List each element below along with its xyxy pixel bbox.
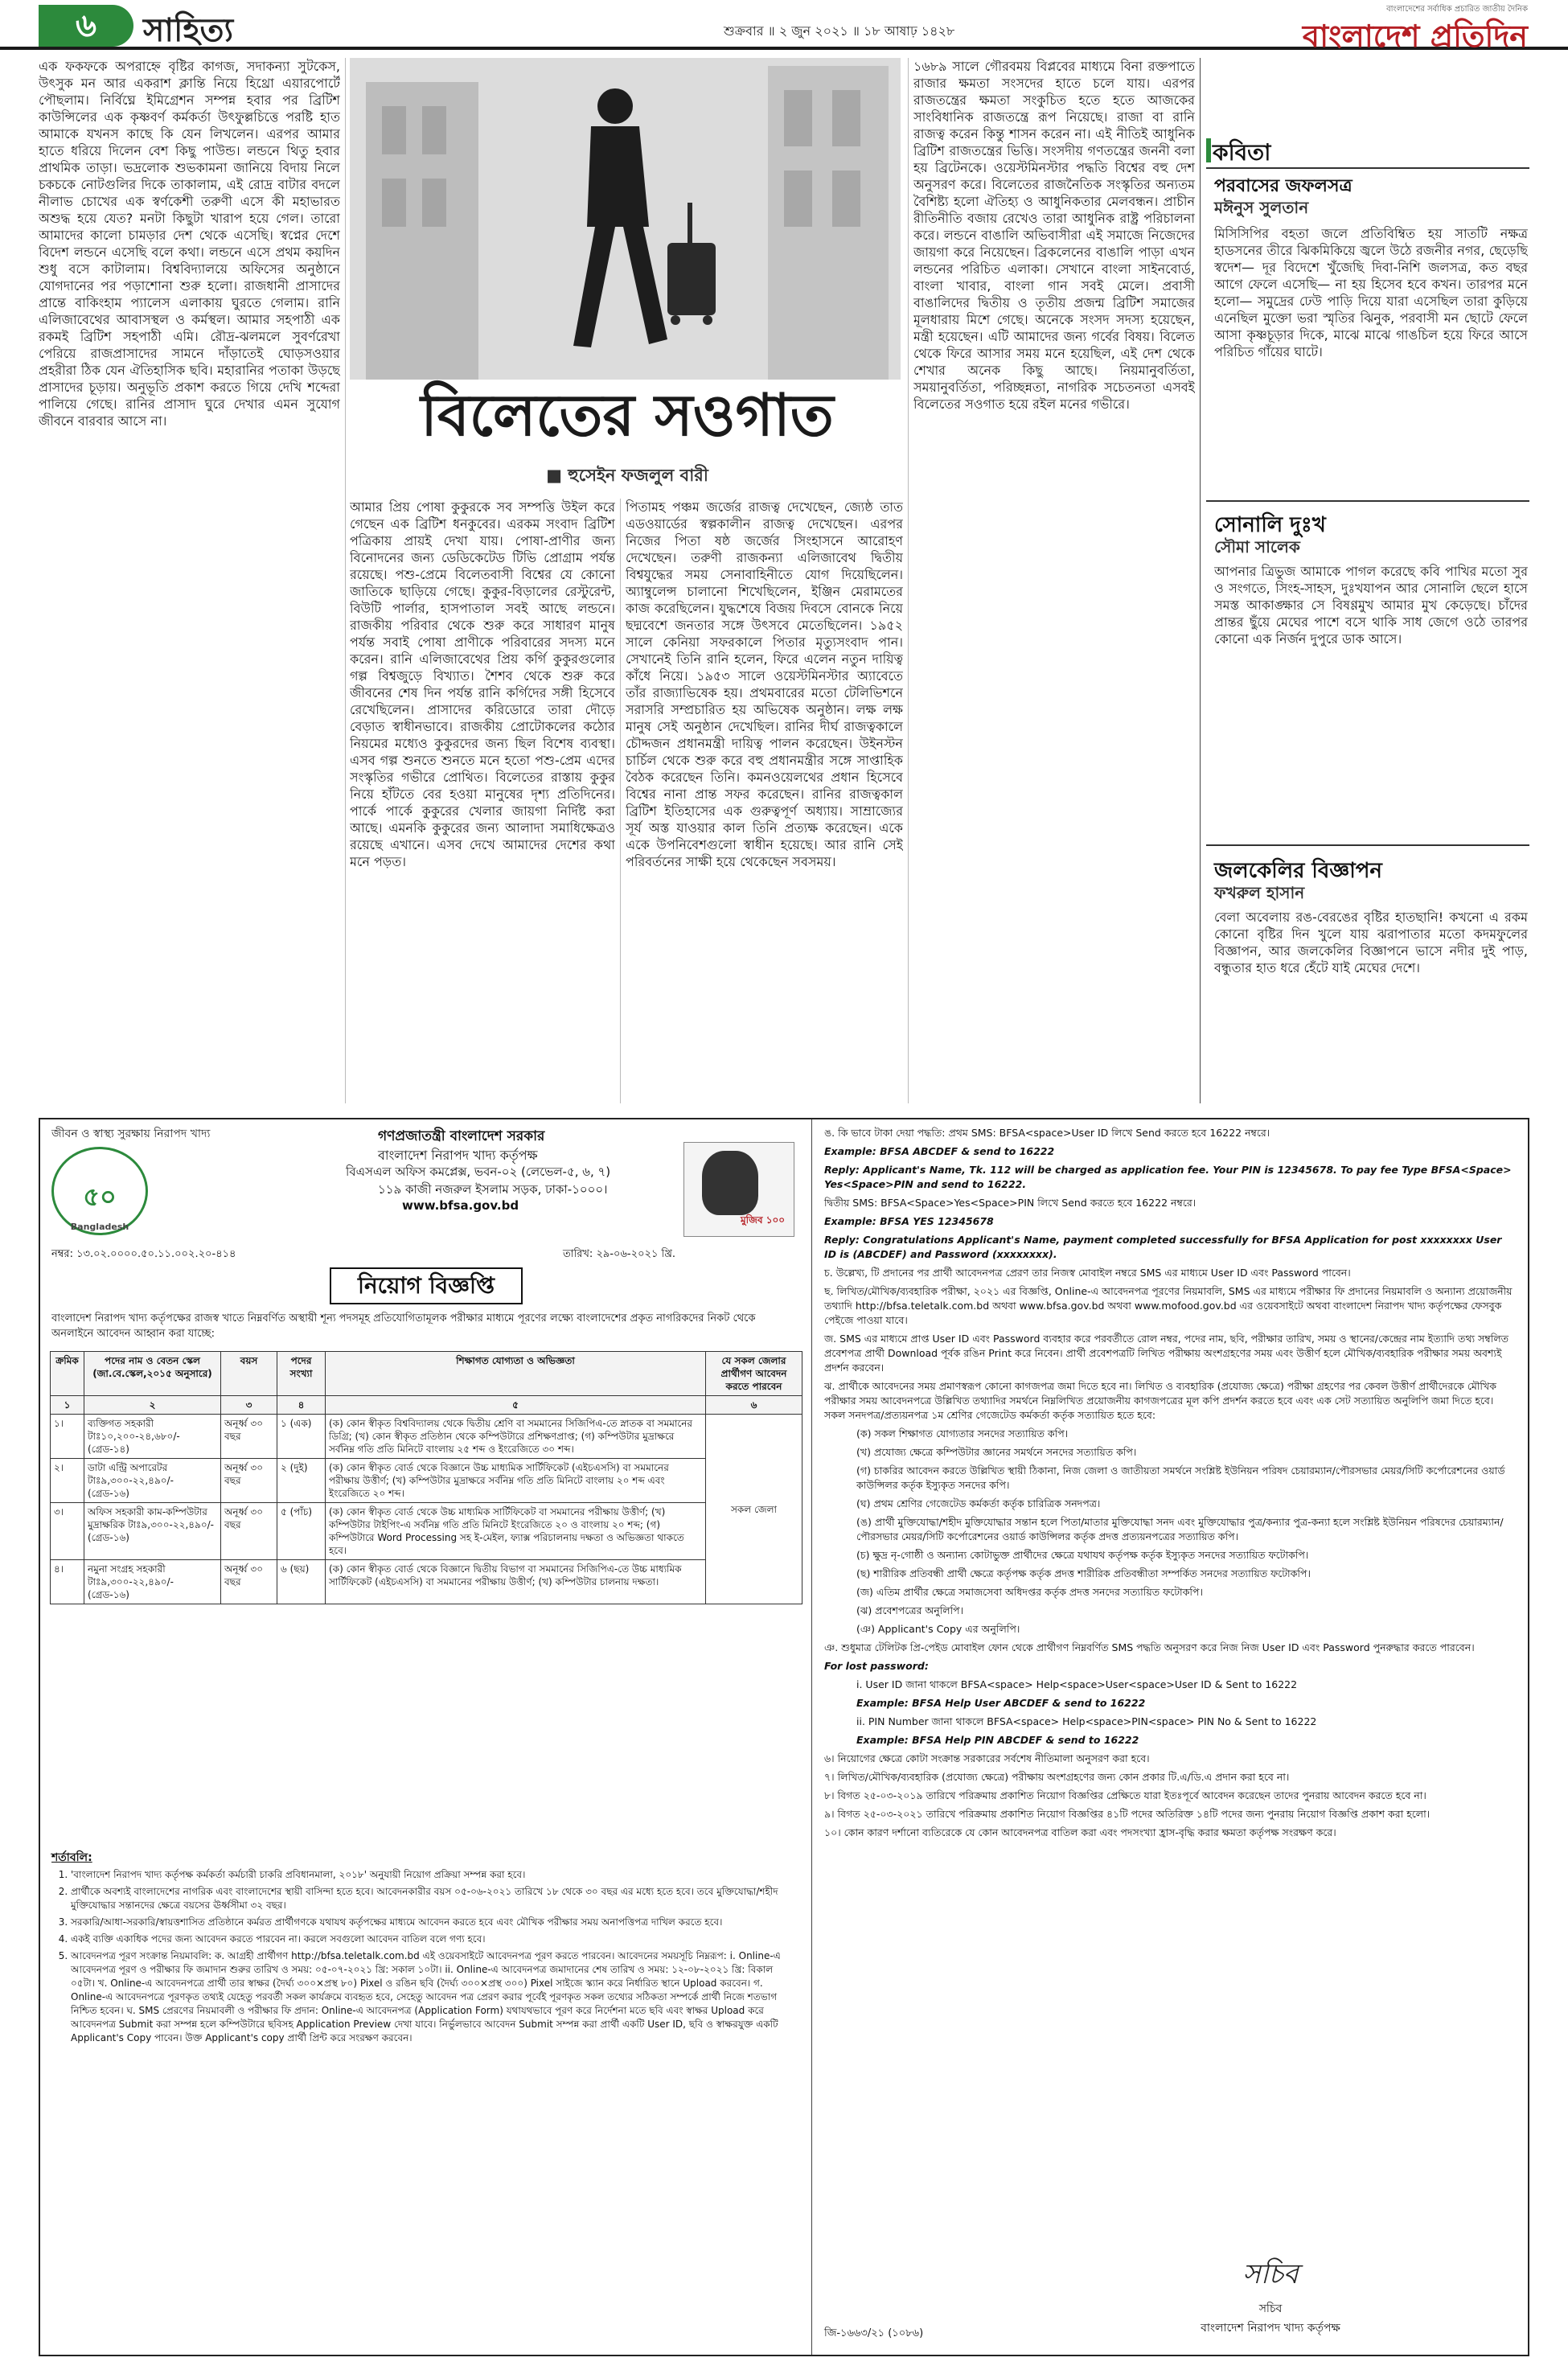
poem-author: সৌমা সালেক (1214, 537, 1300, 557)
poetry-section-label: কবিতা (1213, 139, 1271, 166)
table-row (51, 1503, 802, 1560)
logo-country: Bangladesh (70, 1222, 129, 1232)
document-item: (চ) ক্ষুদ্র নৃ-গোষ্ঠী ও অন্যান্য কোটাভুক্ত প্রার্থীদের ক্ষেত্রে যথাযথ কর্তৃপক্ষ কর্তৃক ইস্যুকৃত সনদের সত্যায়িত ফটোকপি। (856, 1549, 1309, 1561)
post-qualification: (ক) কোন স্বীকৃত বোর্ড থেকে বিজ্ঞানে দ্বিতীয় বিভাগ বা সমমানের সিজিপিএ-তে উচ্চ মাধ্যমিক সার্টিফিকেট (এইচএসসি) বা সমমানের পরীক্ষায় উত্তীর্ণ; (খ) কম্পিউটার চালনায় দক্ষতা। (326, 1560, 706, 1604)
ad-left-column (40, 1119, 812, 2355)
condition-item: ৮। বিগত ২৫-০৩-২০১৯ তারিখে পরিক্রমায় প্রকাশিত নিয়োগ বিজ্ঞপ্তির প্রেক্ষিতে যারা ইতঃপূর্বে আবেদন করেছেন তাদের পুনরায় আবেদন করতে হবে না। (824, 1789, 1426, 1801)
table-header: যে সকল জেলার প্রার্থীগণ আবেদন করতে পারবেন (706, 1352, 802, 1396)
row-serial: ৪। (51, 1560, 84, 1604)
poem-author: ফখরুল হাসান (1214, 883, 1305, 902)
condition-item: 4. একই ব্যক্তি একাধিক পদের জন্য আবেদন করতে পারবেন না। করলে সবগুলো আবেদন বাতিল বলে গণ্য হবে। (71, 1932, 799, 1946)
column-number: ৬ (706, 1396, 802, 1415)
row-serial: ১। (51, 1415, 84, 1459)
lost-password-step: ii. PIN Number জানা থাকলে BFSA<space> Help<space>PIN<space> PIN No & Sent to 16222 (856, 1715, 1317, 1727)
column-number: ৪ (277, 1396, 326, 1415)
condition-item: 1. 'বাংলাদেশ নিরাপদ খাদ্য কর্তৃপক্ষ কর্মকর্তা কর্মচারী চাকরি প্রবিধানমালা, ২০১৮' অনুযায়ী নিয়োগ প্রক্রিয়া সম্পন্ন করা হবে। (71, 1868, 799, 1882)
column-divider (620, 499, 621, 1103)
column-number: ৩ (221, 1396, 277, 1415)
story-illustration (350, 58, 901, 380)
post-count: ৫ (পাঁচ) (277, 1503, 326, 1560)
post-age: অনূর্ধ্ব ৩০ বছর (221, 1503, 277, 1560)
masthead (0, 0, 1568, 54)
story-headline: বিলেতের সওগাত (421, 381, 834, 449)
table-header-row (51, 1352, 802, 1396)
story-byline: ■ হুসেইন ফজলুল বারী (546, 466, 708, 485)
logo-number: ৫০ (83, 1181, 117, 1212)
story-column-1: এক ফকফকে অপরাহ্নে বৃষ্টির কাগজ, সদাকন্যা সুটকেস, উৎসুক মন আর একরাশ ক্লান্তি নিয়ে হিথ্রো এয়ারপোর্টে পৌছলাম। নির্বিঘ্নে ইমিগ্রেশন সম্পন্ন হবার পর ব্রিটিশ কাউন্সিলের এক কৃষ্ণবর্ণ কর্মকর্তা উৎফুল্লচিত্তে পরষ্টি হাত আমাকে যখনস কাছে কি যেন লিখলেন। এরপর আমার হাতে ধরিয়ে দিলেন বেশ কিছু পাউন্ড। লন্ডনে থিতু হবার প্রাথমিক তাড়া। ভদ্রলোক শুভকামনা জানিয়ে বিদায় নিলে চকচকে নোটগুলির দিকে তাকালাম, এই রোদ্র বাটার বদলে নীলাভ চোখের এক স্বর্ণকেশী তরুণী এসে কী মহাভারত অশুদ্ধ হয়ে যেত? মনটা কিছুটা খারাপ হয়ে গেল। তারো আমাদের কালো চামড়ার দেশ থেকে এসেছি। স্বপ্নের দেশে বিদেশ লন্ডনে এসেছি বলে কথা। লন্ডনে এসে প্রথম কয়দিন শুধু বসে কাটালাম। বিশ্ববিদ্যালয়ে অফিসের অনুষ্ঠানে যোগদানের পর পড়াশোনা শুরু হলো। রাজধানী প্রাসাদের প্রান্তে বাকিংহাম প্যালেস এলাকায় ঘুরতে গেলাম। রানি এলিজাবেথের আবাসস্থল ও কর্মস্থল। আমার সহপাঠী এক রকমই ব্রিটিশ সহপাঠী এমি। রৌদ্র-ঝলমলে সুবর্ণরেখা পেরিয়ে রাজপ্রাসাদের সামনে দাঁড়াতেই ঘোড়সওয়ার প্রহরীরা ঠিক যেন ঐতিহাসিক ছবি। মহারানির পতাকা উড়ছে প্রাসাদের চূড়ায়। অনুভূতি প্রকাশ করতে গিয়ে দেখি শব্দেরা পালিয়ে গেছে। রানির প্রাসাদ ঘুরে দেখার এমন সুযোগ জীবনে বারবার আসে না। (39, 59, 340, 429)
instruction-para: দ্বিতীয় SMS: BFSA<Space>Yes<Space>PIN লিখে Send করতে হবে 16222 নম্বরে। (824, 1197, 1197, 1209)
poem-title: সোনালি দুঃখ (1214, 513, 1326, 537)
post-name: নমুনা সংগ্রহ সহকারী টাঃ৯,৩০০-২২,৪৯০/- (গ্রেড-১৬) (84, 1560, 221, 1604)
row-serial: ৩। (51, 1503, 84, 1560)
sms-reply: Reply: Applicant's Name, Tk. 112 will be charged as application fee. Your PIN is 12345678. To pay fee Type BFSA<Space> Yes<Space>PIN and send to 16222. (824, 1164, 1512, 1190)
table-header: বয়স (221, 1352, 277, 1396)
table-row (51, 1459, 802, 1503)
posts-table (50, 1351, 802, 1604)
document-item: (ঞ) Applicant's Copy এর অনুলিপি। (856, 1623, 1020, 1635)
instruction-para: জ. SMS এর মাধ্যমে প্রাপ্ত User ID এবং Password ব্যবহার করে পরবর্তীতে রোল নম্বর, পদের নাম, ছবি, পরীক্ষার তারিখ, সময় ও স্থানের/কেন্দ্রের নাম ইত্যাদি তথ্য সম্বলিত প্রবেশপত্র প্রার্থী Download পূর্বক রঙিন Print করে নিবেন। প্রার্থী প্রবেশপত্রটি লিখিত পরীক্ষায় অংশগ্রহণের সময় এবং উত্তীর্ণ হলে মৌখিক/ব্যবহারিক পরীক্ষার সময় অবশ্যই প্রদর্শন করবেন। (824, 1333, 1509, 1374)
signer-organization: বাংলাদেশ নিরাপদ খাদ্য কর্তৃপক্ষ (1201, 2322, 1340, 2335)
instruction-para: ছ. লিখিত/মৌখিক/ব্যবহারিক পরীক্ষা, ২০২১ এর বিজ্ঞপ্তি, Online-এ আবেদনপত্র পূরণের নিয়মাবলি, SMS এর মাধ্যমে পরীক্ষার ফি প্রদানের নিয়মাবলি ও অন্যান্য প্রয়োজনীয় তথ্যাদি http://bfsa.teletalk.com.bd অথবা www.bfsa.gov.bd অথবা www.mofood.gov.bd এর ওয়েবসাইটে অথবা বাংলাদেশ নিরাপদ খাদ্য কর্তৃপক্ষের ফেসবুক পেইজে পাওয়া যাবে। (824, 1285, 1513, 1326)
post-age: অনূর্ধ্ব ৩০ বছর (221, 1415, 277, 1459)
instruction-para: চ. উল্লেখ্য, টি প্রদানের পর প্রার্থী আবেদনপত্র প্রেরণ তার নিজস্ব মোবাইল নম্বরে SMS এর মাধ্যমে User ID এবং Password পাবেন। (824, 1267, 1351, 1279)
traveller-illustration (350, 58, 901, 380)
condition-item: ৭। লিখিত/মৌখিক/ব্যবহারিক (প্রযোজ্য ক্ষেত্রে) পরীক্ষায় অংশগ্রহণের জন্য কোন প্রকার টি.এ/ডি.এ প্রদান করা হবে না। (824, 1771, 1290, 1783)
post-age: অনূর্ধ্ব ৩০ বছর (221, 1560, 277, 1604)
agency-address-line2: ১১৯ কাজী নজরুল ইসলাম সড়ক, ঢাকা-১০০০। (378, 1182, 608, 1197)
table-header: পদের নাম ও বেতন স্কেল (জা.বে.স্কেল,২০১৫ অনুসারে) (84, 1352, 221, 1396)
golden-jubilee-logo (51, 1147, 148, 1235)
section-title: সাহিত্য (143, 12, 234, 49)
post-qualification: (ক) কোন স্বীকৃত বোর্ড থেকে উচ্চ মাধ্যমিক সার্টিফিকেট বা সমমানের পরীক্ষায় উত্তীর্ণ; (খ) কম্পিউটার টাইপিং-এ সর্বনিম্ন গতি প্রতি মিনিটে ইংরেজিতে ২০ ও বাংলায় ২০ শব্দ; (গ) কম্পিউটারে Word Processing সহ ই-মেইল, ফ্যাক্স পরিচালনায় দক্ষতা ও অভিজ্ঞতা থাকতে হবে। (326, 1503, 706, 1560)
mujib-100-logo (683, 1142, 794, 1237)
document-item: (জ) এতিম প্রার্থীর ক্ষেত্রে সমাজসেবা অধিদপ্তর কর্তৃক প্রদত্ত সনদের সত্যায়িত ফটোকপি। (856, 1586, 1203, 1598)
newspaper-name: বাংলাদেশ প্রতিদিন (1302, 18, 1528, 54)
agency-website: www.bfsa.gov.bd (402, 1198, 519, 1213)
instruction-para: ঝ. প্রার্থীকে আবেদনের সময় প্রমাণস্বরূপ কোনো কাগজপত্র জমা দিতে হবে না। লিখিত ও ব্যবহারিক (প্রযোজ্য ক্ষেত্রে) পরীক্ষা গ্রহণের পর কেবল উত্তীর্ণ প্রার্থীদেরকে মৌখিক পরীক্ষার সময় আবেদনপত্রে উল্লিখিত তথ্যাদির সমর্থনে নিম্নলিখিত প্রয়োজনীয় কাগজপত্রের মূল কপি প্রদর্শন করতে হবে এবং এক সেট সত্যায়িত অনুলিপি জমা দিতে হবে। সকল সনদপত্র/প্রত্যয়নপত্র ১ম শ্রেণির গেজেটেড কর্মকর্তা কর্তৃক সত্যায়িত হতে হবে: (824, 1380, 1496, 1421)
condition-item: 3. সরকারি/আধা-সরকারি/স্বায়ত্তশাসিত প্রতিষ্ঠানে কর্মরত প্রার্থীগণকে যথাযথ কর্তৃপক্ষের মাধ্যমে আবেদন করতে হবে এবং মৌখিক পরীক্ষার সময় অনাপত্তিপত্র দাখিল করতে হবে। (71, 1916, 799, 1929)
condition-item: 5. আবেদনপত্র পূরণ সংক্রান্ত নিয়মাবলি: ক. আগ্রহী প্রার্থীগণ http://bfsa.teletalk.com.bd এই ওয়েবসাইটে আবেদনপত্র পূরণ করতে পারবেন। আবেদনের সময়সূচি নিম্নরূপ: i. Online-এ আবেদনপত্র পূরণ ও পরীক্ষার ফি জমাদান শুরুর তারিখ ও সময়: ০৫-০৭-২০২১ খ্রি: সকাল ১০টা। ii. Online-এ আবেদনপত্র জমাদানের শেষ তারিখ ও সময়: ১২-০৮-২০২১ খ্রি: বিকাল ০৫টা। খ. Online-এ আবেদনপত্রে প্রার্থী তার স্বাক্ষর (দৈর্ঘ্য ৩০০×প্রস্থ ৮০) Pixel ও রঙিন ছবি (দৈর্ঘ্য ৩০০×প্রস্থ ৩০০) Pixel সাইজে স্ক্যান করে নির্ধারিত স্থানে Upload করবেন। গ. Online-এ আবেদনপত্রে পূরণকৃত তথ্যই যেহেতু পরবর্তী সকল কার্যক্রমে ব্যবহৃত হবে, সেহেতু আবেদন পত্র প্রেরণ করার পূর্বেই পূরণকৃত সকল তথ্যের সঠিকতা সম্পর্কে প্রার্থী নিজে শতভাগ নিশ্চিত হবেন। ঘ. SMS প্রেরণের নিয়মাবলী ও পরীক্ষার ফি প্রদান: Online-এ আবেদনপত্র (Application Form) যথাযথভাবে পূরণ করে নির্দেশনা মতে ছবি এবং স্বাক্ষর Upload করে আবেদনপত্র Submit করা সম্পন্ন হলে কম্পিউটারে ছবিসহ Application Preview দেখা যাবে। নির্ভুলভাবে আবেদন Submit সম্পন্ন করা প্রার্থী একটি User ID, ছবি ও স্বাক্ষরযুক্ত একটি Applicant's Copy পাবেন। উক্ত Applicant's copy প্রার্থী প্রিন্ট করে সংরক্ষণ করবেন। (71, 1949, 799, 2045)
table-row (51, 1560, 802, 1604)
table-number-row (51, 1396, 802, 1415)
newspaper-logo (1303, 3, 1528, 54)
column-divider (1200, 58, 1201, 1103)
condition-item: ১০। কোন কারণ দর্শানো ব্যতিরেকে যে কোন আবেদনপত্র বাতিল করা এবং পদসংখ্যা হ্রাস-বৃদ্ধি করার ক্ষমতা কর্তৃপক্ষ সংরক্ষণ করে। (824, 1826, 1336, 1838)
story-column-4: ১৬৮৯ সালে গৌরবময় বিপ্লবের মাধ্যমে বিনা রক্তপাতে রাজার ক্ষমতা সংসদের হাতে চলে যায়। এরপর রাজতন্ত্রের ক্ষমতা সংকুচিত হতে হতে আজকের সাংবিধানিক রাজতন্ত্রে রূপ নিয়েছে। রাজা বা রানি রাজত্ব করেন কিন্তু শাসন করেন না। এই নীতিই আধুনিক ব্রিটিশ রাজতন্ত্রের ভিত্তি। সংসদীয় গণতন্ত্রের জননী বলা হয় ব্রিটেনকে। ওয়েস্টমিনস্টার পদ্ধতি বিশ্বের বহু দেশ অনুসরণ করে। বিলেতের রাজনৈতিক সংস্কৃতির অন্যতম বৈশিষ্ট্য হলো ঐতিহ্য ও আধুনিকতার মেলবন্ধন। প্রাচীন রীতিনীতি বজায় রেখেও তারা আধুনিক রাষ্ট্র পরিচালনা করে। লন্ডনে বাঙালি অভিবাসীরা এই সমাজে নিজেদের জায়গা করে নিয়েছেন। ব্রিকলেনের বাঙালি পাড়া এখন লন্ডনের পরিচিত এলাকা। সেখানে বাংলা সাইনবোর্ড, বাংলা খাবার, বাংলা গান সবই মেলে। প্রবাসী বাঙালিদের দ্বিতীয় ও তৃতীয় প্রজন্ম ব্রিটিশ সমাজের মূলধারায় মিশে গেছে। অনেকে সংসদ সদস্য হয়েছেন, মন্ত্রী হয়েছেন। এটি আমাদের জন্য গর্বের বিষয়। বিলেত থেকে ফিরে আসার সময় মনে হয়েছিল, এই দেশ থেকে শেখার অনেক কিছু আছে। নিয়মানুবর্তিতা, সময়ানুবর্তিতা, পরিচ্ছন্নতা, নাগরিক সচেতনতা এসবই বিলেতের সওগাত হয়ে রইল মনের গভীরে। (913, 59, 1195, 412)
post-count: ১ (এক) (277, 1415, 326, 1459)
post-count: ২ (দুই) (277, 1459, 326, 1503)
ad-slogan: জীবন ও স্বাস্থ্য সুরক্ষায় নিরাপদ খাদ্য (51, 1127, 211, 1140)
table-header: ক্রমিক (51, 1352, 84, 1396)
notice-title: নিয়োগ বিজ্ঞপ্তি (330, 1267, 523, 1304)
post-name: ডাটা এন্ট্রি অপারেটর টাঃ৯,৩০০-২২,৪৯০/- (গ্রেড-১৬) (84, 1459, 221, 1503)
post-age: অনূর্ধ্ব ৩০ বছর (221, 1459, 277, 1503)
notice-intro: বাংলাদেশ নিরাপদ খাদ্য কর্তৃপক্ষের রাজস্ব খাতে নিম্নবর্ণিত অস্থায়ী শূন্য পদসমূহ প্রতিযোগিতামূলক পরীক্ষার মাধ্যমে পূরণের লক্ষ্যে বাংলাদেশের প্রকৃত নাগরিকদের নিকট থেকে অনলাইনে আবেদন আহ্বান করা যাচ্ছে: (51, 1312, 756, 1340)
document-item: (ছ) শারীরিক প্রতিবন্ধী প্রার্থী ক্ষেত্রে কর্তৃপক্ষ কর্তৃক প্রদত্ত শারীরিক প্রতিবন্ধীতা সম্পর্কিত সনদের সত্যায়িত ফটোকপি। (856, 1567, 1311, 1579)
post-name: ব্যক্তিগত সহকারী টাঃ১০,২০০-২৪,৬৮০/- (গ্রেড-১৪) (84, 1415, 221, 1459)
row-serial: ২। (51, 1459, 84, 1503)
post-name: অফিস সহকারী কাম-কম্পিউটার মুদ্রাক্ষরিক টাঃ৯,৩০০-২২,৪৯০/- (গ্রেড-১৬) (84, 1503, 221, 1560)
column-divider (345, 58, 346, 1103)
post-qualification: (ক) কোন স্বীকৃত বিশ্ববিদ্যালয় থেকে দ্বিতীয় শ্রেণি বা সমমানের সিজিপিএ-তে স্নাতক বা সমমানের ডিগ্রি; (খ) কোন স্বীকৃত প্রতিষ্ঠান থেকে কম্পিউটারে প্রশিক্ষণপ্রাপ্ত; (গ) কম্পিউটার মুদ্রাক্ষরে সর্বনিম্ন গতি প্রতি মিনিটে বাংলায় ২৫ শব্দ ও ইংরেজিতে ৩০ শব্দ। (326, 1415, 706, 1459)
gd-number: জি-১৬৬৩/২১ (১০৮৬) (824, 2327, 924, 2339)
poem-text: বেলা অবেলায় রঙ-বেরঙের বৃষ্টির হাতছানি! কখনো এ রকম কোনো বৃষ্টির দিন খুলে যায় ঝরাপাতার মতো কদমফুলের বিজ্ঞাপন, আর জলকেলির বিজ্ঞাপনে ভাসে নদীর দুই পাড়, বন্ধুতার হাত ধরে হেঁটে যাই মেঘের দেশে। (1214, 910, 1528, 975)
story-column-2: আমার প্রিয় পোষা কুকুরকে সব সম্পত্তি উইল করে গেছেন এক ব্রিটিশ ধনকুবের। এরকম সংবাদ ব্রিটিশ পত্রিকায় প্রায়ই দেখা যায়। পোষা-প্রাণীর জন্য বিনোদনের জন্য ডেডিকেটেড টিভি প্রোগ্রাম পর্যন্ত রয়েছে। পশু-প্রেমে বিলেতবাসী বিশ্বের যে কোনো জাতিকে ছাড়িয়ে গেছে। কুকুর-বিড়ালের রেস্টুরেন্ট, বিউটি পার্লার, হাসপাতাল সবই আছে লন্ডনে। রাজকীয় পরিবার থেকে শুরু করে সাধারণ মানুষ পর্যন্ত সবাই পোষা প্রাণীকে পরিবারের সদস্য মনে করেন। রানি এলিজাবেথের প্রিয় কর্গি কুকুরগুলোর গল্প বিশ্বজুড়ে বিখ্যাত। শৈশব থেকে শুরু করে জীবনের শেষ দিন পর্যন্ত রানি কর্গিদের সঙ্গী হিসেবে রেখেছিলেন। প্রাসাদের করিডোরে তারা দৌড়ে বেড়াত স্বাধীনভাবে। রাজকীয় প্রোটোকলের কঠোর নিয়মের মধ্যেও কুকুরদের জন্য ছিল বিশেষ ব্যবস্থা। এসব গল্প শুনতে শুনতে মনে হতো পশু-প্রেম এদের সংস্কৃতির গভীরে প্রোথিত। বিলেতের রাস্তায় কুকুর নিয়ে হাঁটতে বের হওয়া মানুষের দৃশ্য প্রতিদিনের। পার্কে পার্কে কুকুরের খেলার জায়গা নির্দিষ্ট করা আছে। এমনকি কুকুরের জন্য আলাদা সমাধিক্ষেত্রও রয়েছে এখানে। এসব দেখে আমাদের দেশের কথা মনে পড়ত। (350, 499, 615, 869)
column-number: ২ (84, 1396, 221, 1415)
poem-title: পরবাসের জফলসত্র (1214, 176, 1353, 196)
section-marker (1206, 138, 1211, 162)
ad-right-column (824, 1126, 1516, 1844)
condition-item: 2. প্রার্থীকে অবশ্যই বাংলাদেশের নাগরিক এবং বাংলাদেশের স্থায়ী বাসিন্দা হতে হবে। আবেদনকারীর বয়স ০৫-০৬-২০২১ তারিখে ১৮ থেকে ৩০ বছর এর মধ্যে হতে হবে। তবে মুক্তিযোদ্ধা/শহীদ মুক্তিযোদ্ধার সন্তানদের ক্ষেত্রে বয়সের ঊর্ধ্বসীমা ৩২ বছর। (71, 1885, 799, 1912)
conditions-title: শর্তাবলি: (51, 1851, 92, 1864)
table-header: শিক্ষাগত যোগ্যতা ও অভিজ্ঞতা (326, 1352, 706, 1396)
sms-example: Example: BFSA Help PIN ABCDEF & send to 16222 (856, 1734, 1139, 1746)
condition-item: ৬। নিয়োগের ক্ষেত্রে কোটা সংক্রান্ত সরকারের সর্বশেষ নীতিমালা অনুসরণ করা হবে। (824, 1752, 1150, 1764)
agency-address: বিএসএল অফিস কমপ্লেক্স, ভবন-০২ (লেভেল-৫, ৬, ৭) (346, 1164, 611, 1179)
portrait-icon (702, 1151, 758, 1215)
poem-divider (1206, 844, 1529, 846)
conditions (51, 1851, 799, 2048)
document-item: (ক) সকল শিক্ষাগত যোগ্যতার সনদের সত্যায়িত কপি। (856, 1427, 1069, 1440)
sms-example: Example: BFSA YES 12345678 (824, 1215, 994, 1227)
lost-password-heading: For lost password: (824, 1660, 929, 1672)
column-divider (908, 58, 909, 1103)
govt-name: গণপ্রজাতন্ত্রী বাংলাদেশ সরকার (378, 1128, 545, 1144)
document-item: (ঝ) প্রবেশপত্রের অনুলিপি। (856, 1604, 964, 1616)
poem-divider (1206, 500, 1529, 502)
condition-item: ৯। বিগত ২৫-০৩-২০২১ তারিখে পরিক্রমায় প্রকাশিত নিয়োগ বিজ্ঞপ্তির ৪১টি পদের অতিরিক্ত ১৪টি পদের জন্য পুনরায় নিয়োগ বিজ্ঞপ্তি প্রকাশ করা হলো। (824, 1808, 1430, 1820)
signature: সচিব (1242, 2258, 1299, 2290)
signer-title: সচিব (1258, 2302, 1283, 2315)
newspaper-tagline: বাংলাদেশের সর্বাধিক প্রচারিত জাতীয় দৈনিক (1386, 5, 1528, 14)
memo-number: নম্বর: ১৩.০২.০০০০.৫০.১১.০০২.২০-৪১৪ (51, 1248, 236, 1260)
mujib-label: মুজিব ১০০ (741, 1214, 786, 1226)
document-item: (খ) প্রযোজ্য ক্ষেত্রে কম্পিউটার জ্ঞানের সমর্থনে সনদের সত্যায়িত কপি। (856, 1446, 1137, 1458)
signature-block (1150, 2253, 1391, 2338)
table-header: পদের সংখ্যা (277, 1352, 326, 1396)
poem-title: জলকেলির বিজ্ঞাপন (1214, 859, 1382, 883)
document-item: (গ) চাকরির আবেদন করতে উল্লিখিত স্থায়ী ঠিকানা, নিজ জেলা ও জাতীয়তা সমর্থনে সংশ্লিষ্ট ইউনিয়ন পরিষদ চেয়ারম্যান/পৌরসভার মেয়র/সিটি কর্পোরেশনের ওয়ার্ড কাউন্সিলর কর্তৃক ইস্যুকৃত সনদের কপি। (856, 1464, 1505, 1491)
document-item: (ঙ) প্রার্থী মুক্তিযোদ্ধা/শহীদ মুক্তিযোদ্ধার সন্তান হলে পিতা/মাতার মুক্তিযোদ্ধা সনদ এবং মুক্তিযোদ্ধার পুত্র/কন্যার পুত্র-কন্যা হলে সংশ্লিষ্ট ইউনিয়ন পরিষদের চেয়ারম্যান/পৌরসভার মেয়র/সিটি কর্পোরেশনের ওয়ার্ড কাউন্সিলর কর্তৃক প্রদত্ত প্রত্যয়নপত্রের সত্যায়িত কপি। (856, 1516, 1504, 1542)
post-qualification: (ক) কোন স্বীকৃত বোর্ড থেকে বিজ্ঞানে উচ্চ মাধ্যমিক সার্টিফিকেট (এইচএসসি) বা সমমানের পরীক্ষায় উত্তীর্ণ; (খ) কম্পিউটার মুদ্রাক্ষরে সর্বনিম্ন গতি প্রতি মিনিটে বাংলায় ২০ শব্দ এবং ইংরেজিতে ২০ শব্দ। (326, 1459, 706, 1503)
document-item: (ঘ) প্রথম শ্রেণির গেজেটেড কর্মকর্তা কর্তৃক চারিত্রিক সনদপত্র। (856, 1497, 1101, 1509)
memo-date: তারিখ: ২৯-০৬-২০২১ খ্রি. (563, 1248, 676, 1260)
sms-example: Example: BFSA Help User ABCDEF & send to 16222 (856, 1697, 1146, 1709)
sms-example: Example: BFSA ABCDEF & send to 16222 (824, 1145, 1055, 1157)
poem-text: মিসিসিপির বহতা জলে প্রতিবিম্বিত হয় সাতটি নক্ষত্র হাডসনের তীরে ঝিকমিকিয়ে জ্বলে উঠে রজনীর নগর, ছেড়েছি স্বদেশ— দূর বিদেশে খুঁজেছি দিবা-নিশি জলসত্র, কত বছর আগে ফেলে এসেছি— না হয় হিসেব হবে কখন। তারপর মনে হলো— সমুদ্রের ঢেউ পাড়ি দিয়ে যারা এসেছিল তারা কুড়িয়ে এনেছিল মুক্তো ভরা স্মৃতির ঝিনুক, পরবাসী মন ছোটে ফেলে আসা কৃষ্ণচূড়ার দিকে, মাঝে মাঝে গাঙচিল হয়ে ফিরে আসে পরিচিত গাঁয়ের ঘাটে। (1214, 226, 1528, 359)
lost-password-step: i. User ID জানা থাকলে BFSA<space> Help<space>User<space>User ID & Sent to 16222 (856, 1678, 1298, 1690)
column-number: ৫ (326, 1396, 706, 1415)
post-count: ৬ (ছয়) (277, 1560, 326, 1604)
eligible-districts: সকল জেলা (706, 1415, 802, 1604)
instruction-para: ঙ. কি ভাবে টাকা দেয়া পদ্ধতি: প্রথম SMS: BFSA<space>User ID লিখে Send করতে হবে 16222 নম্বরে। (824, 1127, 1270, 1139)
dateline: শুক্রবার ॥ ২ জুন ২০২১ ॥ ১৮ আষাঢ় ১৪২৮ (724, 23, 955, 39)
poem-author: মঈনুস সুলতান (1214, 198, 1309, 217)
table-row (51, 1415, 802, 1459)
poem-divider (1206, 167, 1529, 169)
sms-reply: Reply: Congratulations Applicant's Name, payment completed successfully for BFSA Application for post xxxxxxxx User ID is (ABCDEF) and Password (xxxxxxxx). (824, 1234, 1502, 1260)
instruction-para: ঞ. শুধুমাত্র টেলিটক প্রি-পেইড মোবাইল ফোন থেকে প্রার্থীগণ নিম্নবর্ণিত SMS পদ্ধতি অনুসরণ করে নিজ নিজ User ID এবং Password পুনরুদ্ধার করতে পারবেন। (824, 1641, 1475, 1653)
page-number: ৬ (39, 5, 133, 47)
story-column-3: পিতামহ পঞ্চম জর্জের রাজত্ব দেখেছেন, জ্যেষ্ঠ তাত এডওয়ার্ডের স্বল্পকালীন রাজত্ব দেখেছেন। এরপর নিজের পিতা ষষ্ঠ জর্জের সিংহাসনে আরোহণ দেখেছেন। তরুণী রাজকন্যা এলিজাবেথ দ্বিতীয় বিশ্বযুদ্ধের সময় সেনাবাহিনীতে যোগ দিয়েছিলেন। অ্যাম্বুলেন্স চালানো শিখেছিলেন, ইঞ্জিন মেরামতের কাজ করেছিলেন। যুদ্ধশেষে বিজয় দিবসে বোনকে নিয়ে ছদ্মবেশে জনতার সঙ্গে উৎসবে মেতেছিলেন। ১৯৫২ সালে কেনিয়া সফরকালে পিতার মৃত্যুসংবাদ পান। সেখানেই তিনি রানি হলেন, ফিরে এলেন নতুন দায়িত্ব কাঁধে নিয়ে। ১৯৫৩ সালে ওয়েস্টমিনস্টার অ্যাবেতে তাঁর রাজ্যাভিষেক হয়। প্রথমবারের মতো টেলিভিশনে সরাসরি সম্প্রচারিত হয় অভিষেক অনুষ্ঠান। লক্ষ লক্ষ মানুষ সেই অনুষ্ঠান দেখেছিল। রানির দীর্ঘ রাজত্বকালে চৌদ্দজন প্রধানমন্ত্রী দায়িত্ব পালন করেছেন। উইনস্টন চার্চিল থেকে শুরু করে বহু প্রধানমন্ত্রীর সঙ্গে সাপ্তাহিক বৈঠক করেছেন তিনি। কমনওয়েলথের প্রধান হিসেবে বিশ্বের নানা প্রান্ত সফর করেছেন। রানির রাজত্বকাল ব্রিটিশ ইতিহাসের এক গুরুত্বপূর্ণ অধ্যায়। সাম্রাজ্যের সূর্য অস্ত যাওয়ার কাল তিনি প্রত্যক্ষ করেছেন। একে একে উপনিবেশগুলো স্বাধীন হয়েছে। আর রানি সেই পরিবর্তনের সাক্ষী হয়ে থেকেছেন সবসময়। (626, 499, 903, 869)
column-number: ১ (51, 1396, 84, 1415)
agency-name: বাংলাদেশ নিরাপদ খাদ্য কর্তৃপক্ষ (378, 1148, 538, 1163)
recruitment-advertisement (39, 1118, 1529, 2356)
conditions-list (51, 1868, 799, 2045)
poem-text: আপনার ত্রিভুজ আমাকে পাগল করেছে কবি পাখির মতো সুর ও সংগতে, সিংহ-সাহস, দুঃখযাপন আর সোনালি ছেলে হাসে সমস্ত আকাঙ্ক্ষার সে বিষণ্ণমুখ আমার মুখ কেড়েছে। চাঁদের প্রান্তর ছুঁয়ে মেঘের পাশে বসে থাকি সাধ জেগে ওঠে তারপর কোনো এক নির্জন দুপুরে ডাক আসে। (1214, 564, 1528, 647)
